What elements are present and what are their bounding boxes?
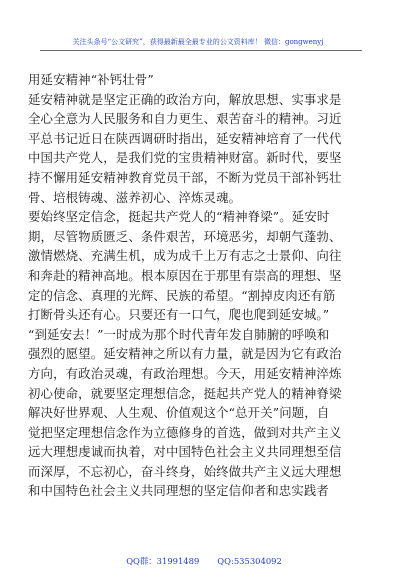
footer-contact [0, 556, 408, 567]
body-line: 初心使命，就要坚定理想信念，挺起共产党人的精神脊梁 [28, 385, 342, 401]
body-line: 和奔赴的精神高地。根本原因在于那里有崇高的理想、坚 [28, 267, 342, 283]
body-line: 中国共产党人，是我们党的宝贵精神财富。新时代，要坚 [28, 150, 342, 166]
body-line: 平总书记近日在陕西调研时指出，延安精神培育了一代代 [28, 130, 342, 146]
body-line: 期，尽管物质匮乏、条件艰苦，环境恶劣，却朝气蓬勃、 [28, 228, 342, 244]
body-line: 激情燃烧、充满生机，成为成千上万有志之士景仰、向往 [28, 248, 342, 264]
body-line: 方向，有政治灵魂，有政治理想。今天，用延安精神淬炼 [28, 365, 342, 381]
document-body [28, 70, 378, 501]
qq-group-text: QQ群：31991489 [126, 556, 200, 566]
body-line: 骨、培根铸魂、滋养初心、淬炼灵魂。 [28, 189, 242, 205]
body-line: 远大理想虔诚而执着，对中国特色社会主义共同理想至信 [28, 444, 342, 460]
body-line: 全心全意为人民服务和自力更生、艰苦奋斗的精神。习近 [28, 111, 342, 127]
body-line: 和中国特色社会主义共同理想的坚定信仰者和忠实践者 [28, 483, 329, 499]
body-line: 要始终坚定信念，挺起共产党人的“精神脊梁”。延安时 [28, 209, 330, 225]
body-line: 定的信念、真理的光辉、民族的希望。“割掉皮肉还有筋 [28, 287, 336, 303]
header-divider [40, 50, 362, 51]
body-line: 强烈的愿望。延安精神之所以有力量，就是因为它有政治 [28, 346, 342, 362]
body-line: 持不懈用延安精神教育党员干部，不断为党员干部补钙壮 [28, 169, 342, 185]
body-line: 打断骨头还有心。只要还有一口气，爬也爬到延安城。” [28, 307, 330, 323]
body-line: 解决好世界观、人生观、价值观这个“总开关”问题，自 [28, 405, 330, 421]
body-line: “到延安去！”一时成为那个时代青年发自肺腑的呼唤和 [28, 326, 330, 342]
body-line: 延安精神就是坚定正确的政治方向，解放思想、实事求是 [28, 91, 342, 107]
document-title: 用延安精神“补钙壮骨” [28, 72, 154, 87]
body-line: 而深厚，不忘初心，奋斗终身，始终做共产主义远大理想 [28, 463, 342, 479]
body-line: 觉把坚定理想信念作为立德修身的首选，做到对共产主义 [28, 424, 342, 440]
header-banner-text: 关注头条号“公文研究”，获得最新最全最专业的公文资料库！ 微信：gongwenyj [72, 38, 324, 46]
qq-number-text: QQ:535304092 [217, 556, 282, 566]
